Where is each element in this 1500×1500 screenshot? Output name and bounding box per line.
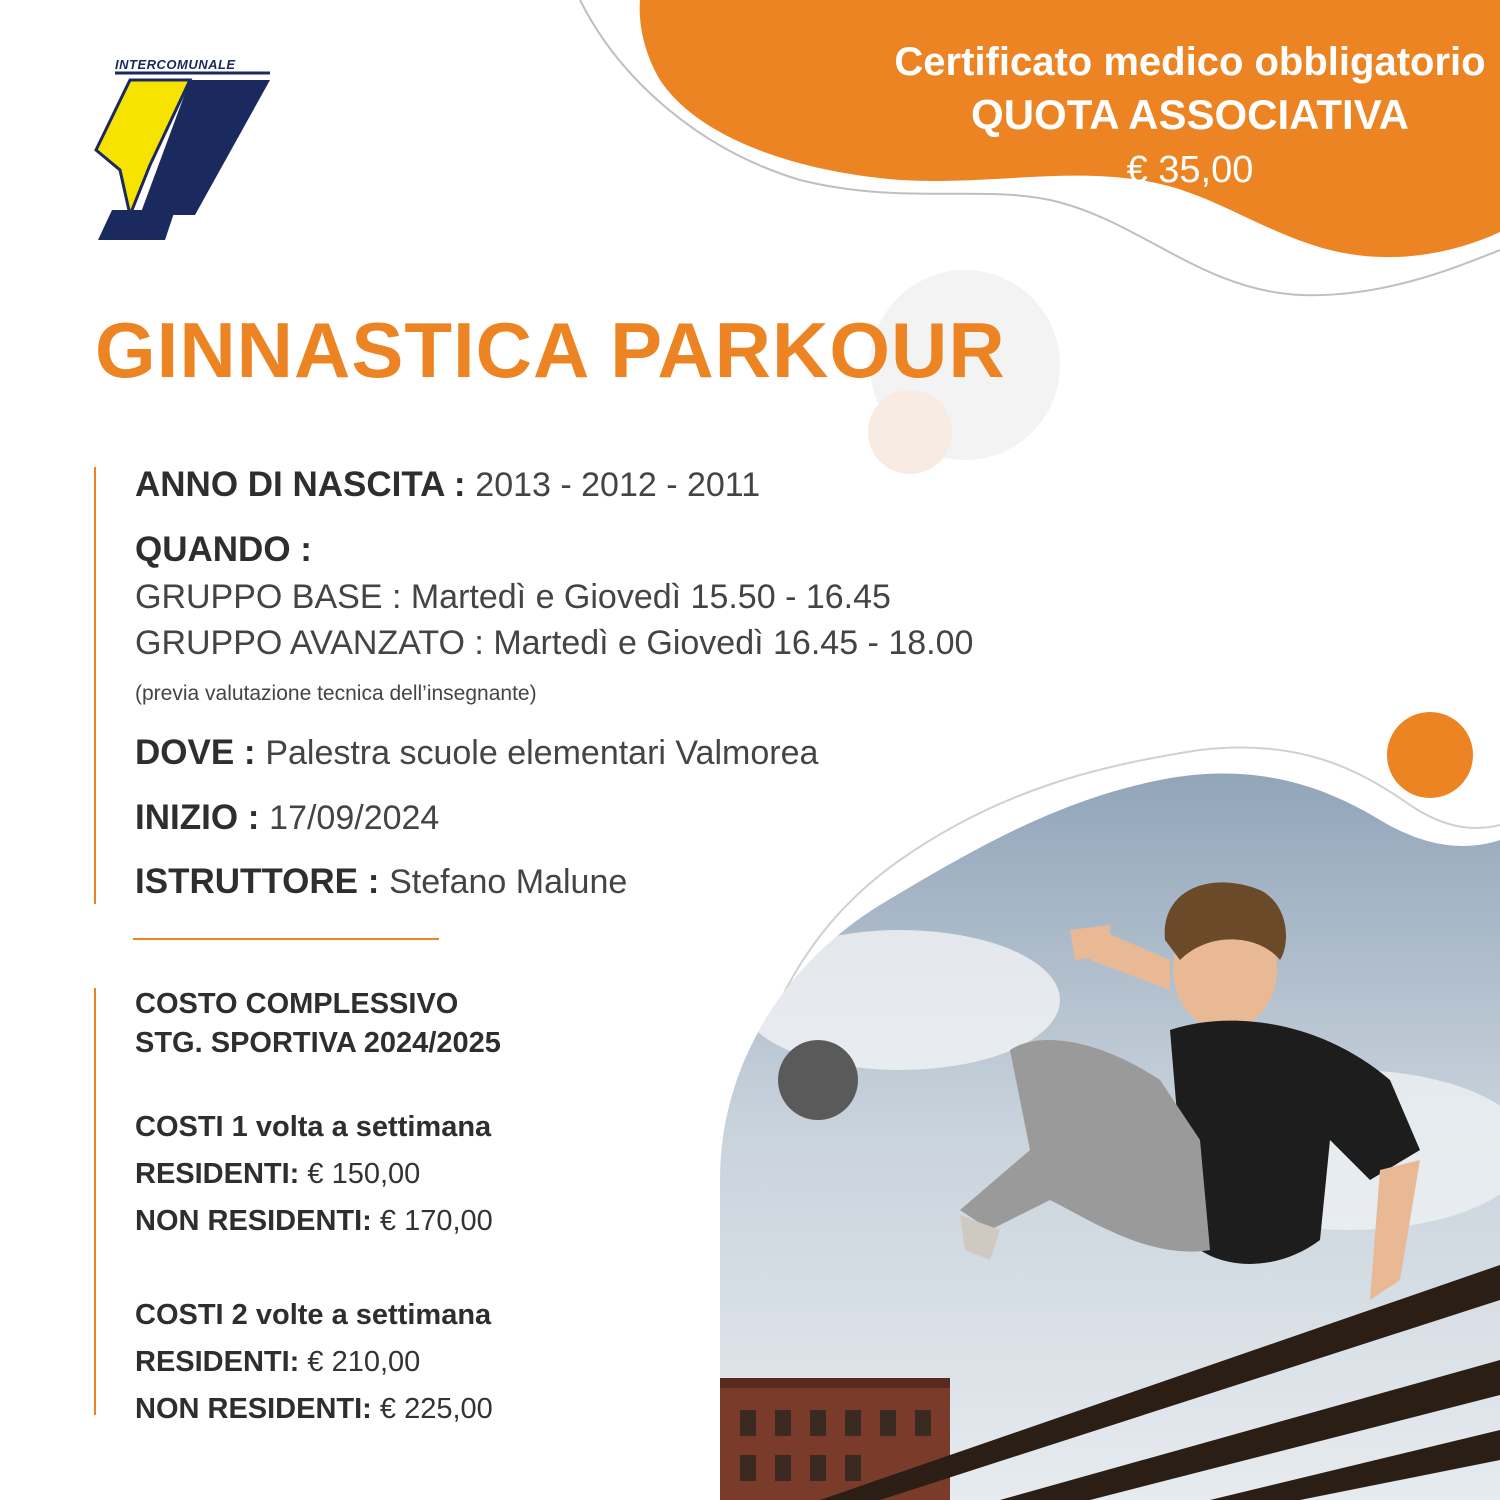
cost-header — [135, 988, 501, 1060]
cost-once-res-label: RESIDENTI: — [135, 1158, 300, 1190]
quota-price: € 35,00 — [1126, 149, 1254, 191]
logo-icon — [90, 55, 290, 245]
page-title: GINNASTICA PARKOUR — [95, 306, 1006, 394]
cost-once-block — [135, 1104, 493, 1245]
where-value: Palestra scuole elementari Valmorea — [265, 734, 819, 772]
when-label-row — [135, 530, 312, 570]
where-label: DOVE : — [135, 733, 256, 772]
cost-twice-nonres-label: NON RESIDENTI: — [135, 1393, 372, 1425]
group-advanced-schedule: GRUPPO AVANZATO : Martedì e Giovedì 16.45 - 18.00 — [135, 624, 974, 662]
instructor-row — [135, 862, 627, 902]
cost-once-title: COSTI 1 volta a settimana — [135, 1111, 492, 1143]
start-row — [135, 798, 439, 838]
group-base-schedule: GRUPPO BASE : Martedì e Giovedì 15.50 - 16.45 — [135, 578, 891, 616]
cost-header-line1: COSTO COMPLESSIVO — [135, 988, 459, 1020]
cost-divider — [94, 988, 96, 1415]
quota-label: QUOTA ASSOCIATIVA — [971, 91, 1409, 138]
certificate-note: Certificato medico obbligatorio — [894, 40, 1486, 84]
intercomunale-logo — [90, 55, 290, 245]
cost-twice-res-label: RESIDENTI: — [135, 1346, 300, 1378]
instructor-label: ISTRUTTORE : — [135, 862, 380, 901]
cost-once-nonres-value: € 170,00 — [379, 1205, 493, 1237]
section-separator — [133, 938, 439, 940]
where-row — [135, 733, 818, 773]
cost-twice-title: COSTI 2 volte a settimana — [135, 1299, 492, 1331]
quota-block — [880, 36, 1500, 198]
start-label: INIZIO : — [135, 798, 260, 837]
birth-year-row — [135, 465, 760, 505]
when-label: QUANDO : — [135, 530, 312, 569]
start-value: 17/09/2024 — [269, 799, 440, 837]
logo-text: INTERCOMUNALE — [115, 57, 236, 72]
info-divider — [94, 467, 96, 904]
cost-twice-block — [135, 1292, 493, 1433]
birth-year-label: ANNO DI NASCITA : — [135, 465, 466, 504]
cost-header-line2: STG. SPORTIVA 2024/2025 — [135, 1027, 501, 1059]
evaluation-note: (previa valutazione tecnica dell’insegnante) — [135, 682, 537, 705]
cost-once-res-value: € 150,00 — [307, 1158, 421, 1190]
cost-twice-nonres-value: € 225,00 — [379, 1393, 493, 1425]
instructor-value: Stefano Malune — [389, 863, 628, 901]
cost-twice-res-value: € 210,00 — [307, 1346, 421, 1378]
cost-once-nonres-label: NON RESIDENTI: — [135, 1205, 372, 1237]
parkour-photo — [700, 760, 1500, 1500]
birth-year-value: 2013 - 2012 - 2011 — [475, 466, 761, 504]
